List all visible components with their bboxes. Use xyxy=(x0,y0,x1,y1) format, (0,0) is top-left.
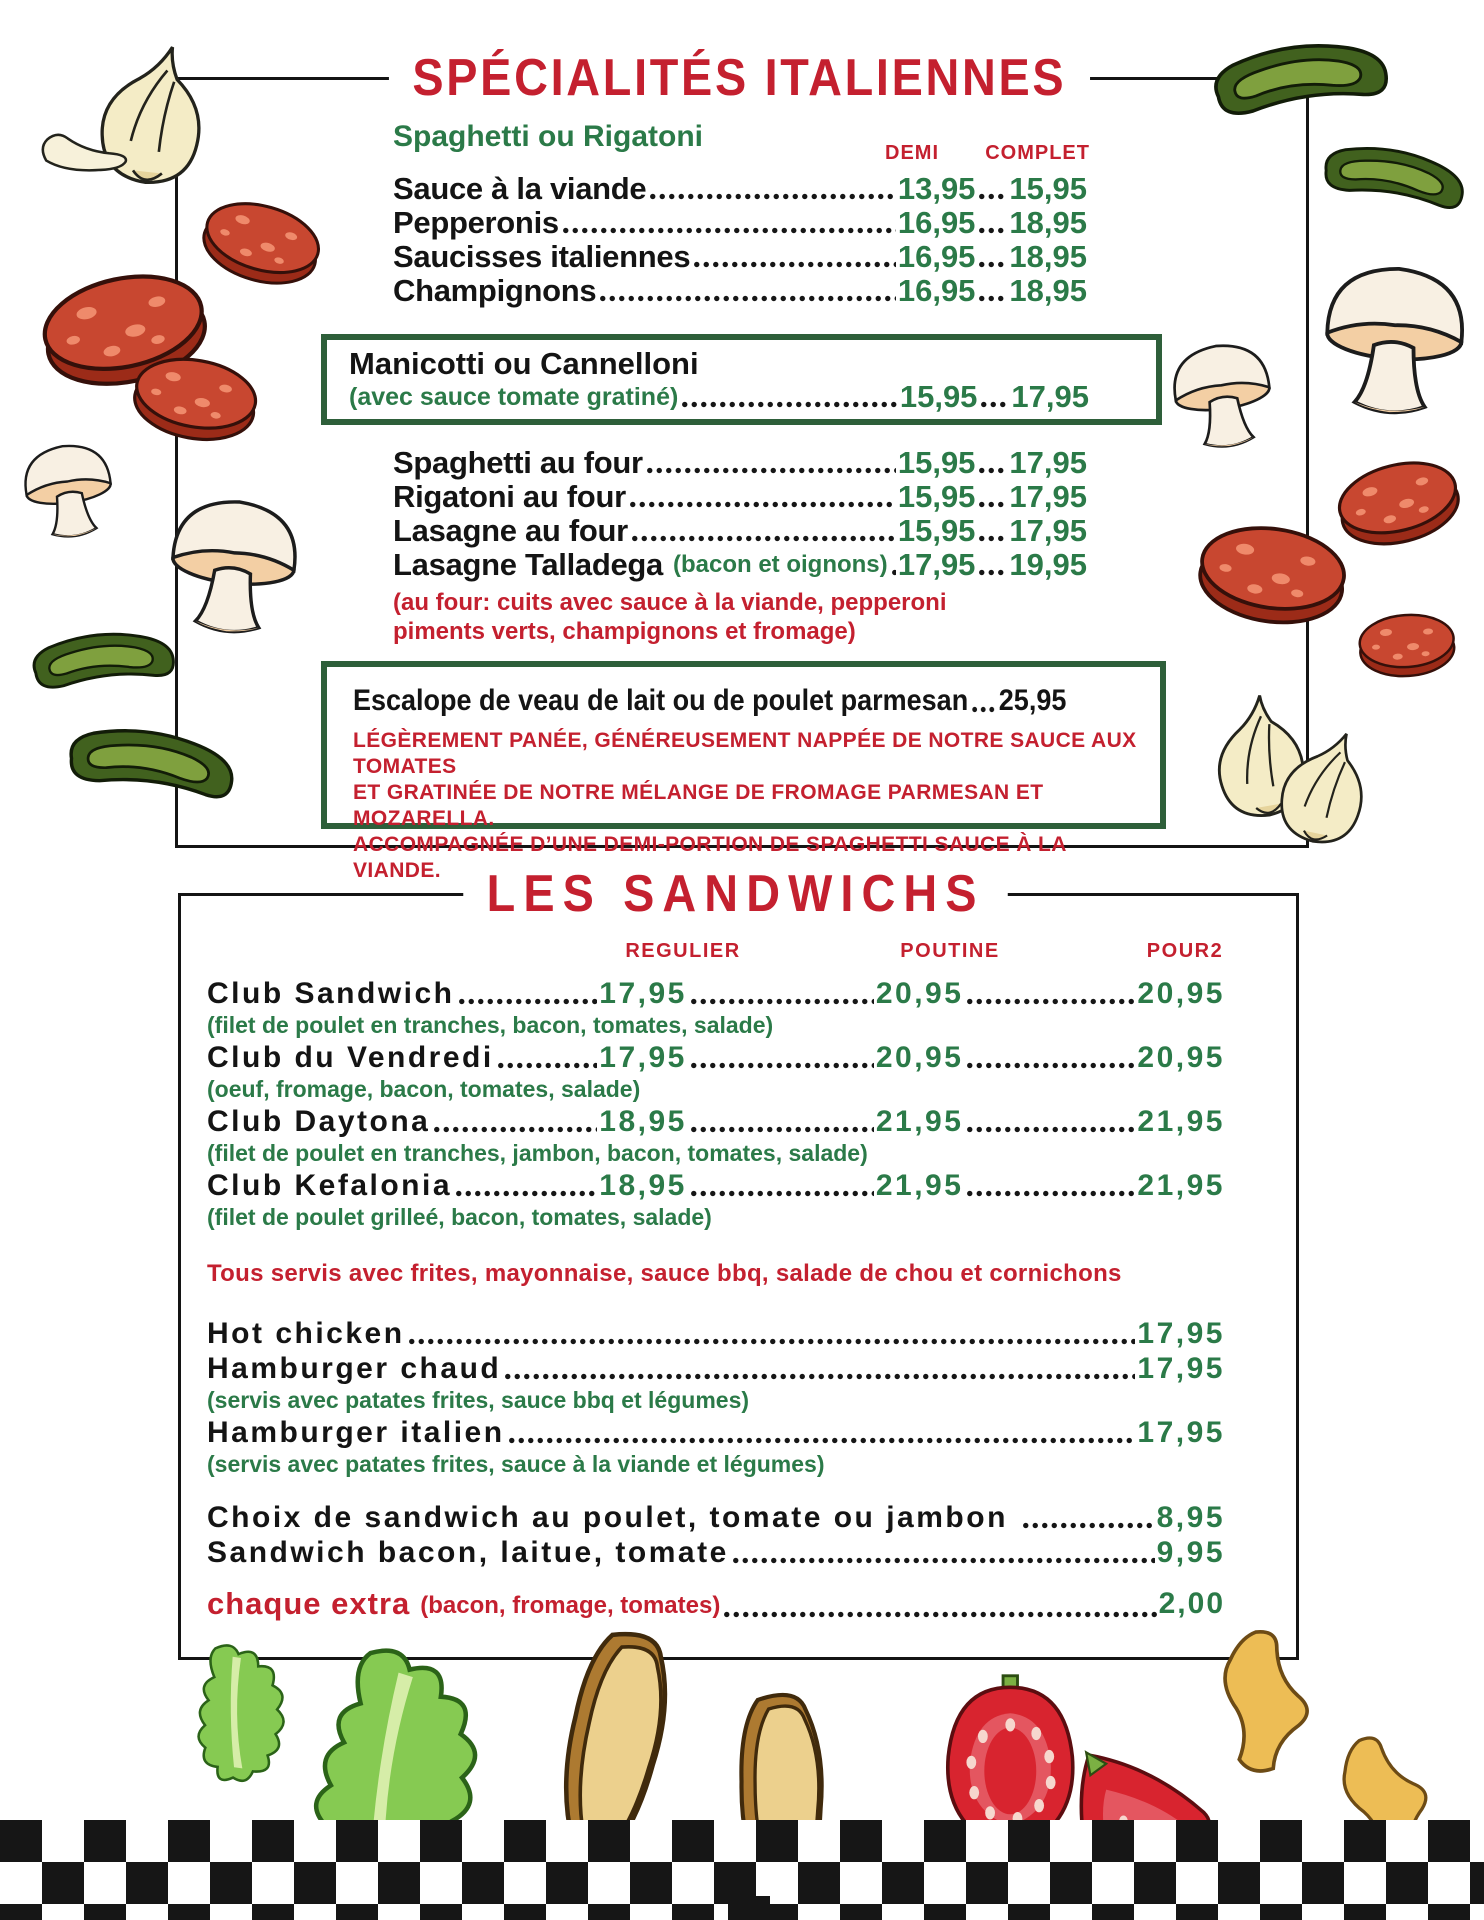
item-price-complet: 17,95 xyxy=(1011,379,1089,414)
item-name: Rigatoni au four xyxy=(393,479,626,514)
item-price-complet: 18,95 xyxy=(1009,205,1087,240)
dotted-leader xyxy=(496,1061,598,1070)
item-price-pour2: 21,95 xyxy=(1137,1105,1225,1138)
item-price-complet: 15,95 xyxy=(1009,171,1087,206)
item-price-complet: 17,95 xyxy=(1009,445,1087,480)
club-served-with-note: Tous servis avec frites, mayonnaise, sauce bbq, salade de chou et cornichons xyxy=(207,1260,1122,1287)
item-price: 17,95 xyxy=(1137,1352,1225,1385)
club-sandwich-list xyxy=(207,976,1225,1232)
item-name: Pepperonis xyxy=(393,205,559,240)
mushroom-icon xyxy=(1154,330,1291,464)
pepperoni-slice-icon xyxy=(1346,606,1469,686)
item-description: (filet de poulet en tranches, jambon, bacon, tomates, salade) xyxy=(207,1140,868,1166)
item-name: Choix de sandwich au poulet, tomate ou jambon xyxy=(207,1501,1019,1534)
simple-sandwich-list xyxy=(207,1500,1225,1570)
extra-label: chaque extra xyxy=(207,1586,411,1621)
menu-item-row xyxy=(207,976,1225,1011)
item-price-regulier: 17,95 xyxy=(599,977,687,1010)
item-price: 8,95 xyxy=(1156,1501,1225,1534)
dotted-leader xyxy=(454,1189,597,1198)
section-title: LES SANDWICHS xyxy=(463,864,1008,924)
menu-item-row xyxy=(393,172,1087,206)
item-price-demi: 15,95 xyxy=(899,379,978,414)
dotted-leader xyxy=(722,1610,1156,1619)
green-pepper-ring-icon xyxy=(1311,130,1473,232)
hot-items-list xyxy=(207,1316,1225,1479)
item-price-demi: 13,95 xyxy=(897,171,976,206)
dotted-leader xyxy=(977,534,1007,543)
item-name: Sauce à la viande xyxy=(393,171,647,206)
dotted-leader xyxy=(689,1125,874,1134)
note-line: (au four: cuits avec sauce à la viande, pepperoni xyxy=(393,589,947,616)
item-description: (filet de poulet en tranches, bacon, tomates, salade) xyxy=(207,1012,774,1038)
description-line: ACCOMPAGNÉE D’UNE DEMI-PORTION DE SPAGHETTI SAUCE À LA VIANDE. xyxy=(353,833,1067,882)
menu-item-row xyxy=(207,1316,1225,1351)
dotted-leader xyxy=(689,1061,874,1070)
item-name: Sandwich bacon, laitue, tomate xyxy=(207,1536,729,1569)
item-note: (avec sauce tomate gratiné) xyxy=(349,383,679,411)
item-name: Champignons xyxy=(393,273,597,308)
item-price-complet: 18,95 xyxy=(1009,239,1087,274)
green-pepper-ring-icon xyxy=(56,713,243,823)
pasta-items-list xyxy=(393,172,1087,308)
item-name: Saucisses italiennes xyxy=(393,239,691,274)
menu-item-row xyxy=(207,1351,1225,1386)
garlic-bulb-icon xyxy=(1249,714,1400,862)
item-price-demi: 16,95 xyxy=(897,273,976,308)
dotted-leader xyxy=(648,192,895,201)
pasta-type-subtitle: Spaghetti ou Rigatoni xyxy=(393,120,703,153)
item-name: Hot chicken xyxy=(207,1317,405,1350)
item-price-demi: 16,95 xyxy=(897,239,976,274)
item-price-regulier: 18,95 xyxy=(599,1105,687,1138)
item-description: (filet de poulet grilleé, bacon, tomates, salade) xyxy=(207,1204,712,1230)
item-price-poutine: 21,95 xyxy=(875,1105,964,1138)
item-name: Hamburger chaud xyxy=(207,1352,502,1385)
menu-item-row xyxy=(207,1104,1225,1139)
menu-item-row xyxy=(393,480,1087,514)
column-header-regulier: REGULIER xyxy=(625,940,741,962)
dotted-leader xyxy=(977,294,1007,303)
item-price-demi: 17,95 xyxy=(897,547,976,582)
item-price-demi: 15,95 xyxy=(897,479,976,514)
menu-item-row xyxy=(393,446,1087,480)
dotted-leader xyxy=(630,534,896,543)
escalope-highlight-box xyxy=(321,661,1166,882)
baked-items-note xyxy=(393,588,947,646)
extra-charge-row xyxy=(207,1584,1225,1624)
checkerboard-offset-square xyxy=(728,1896,770,1920)
manicotti-highlight-box xyxy=(321,334,1162,425)
dotted-leader xyxy=(432,1125,597,1134)
dotted-leader xyxy=(977,192,1007,201)
menu-item-row xyxy=(207,1040,1225,1075)
item-name: Club Kefalonia xyxy=(207,1169,453,1202)
dotted-leader xyxy=(977,260,1007,269)
dotted-leader xyxy=(977,568,1007,577)
green-pepper-ring-icon xyxy=(1199,21,1399,148)
page-title: SPÉCIALITÉS ITALIENNES xyxy=(389,48,1090,108)
dotted-leader xyxy=(731,1556,1155,1565)
item-price: 17,95 xyxy=(1137,1317,1225,1350)
dotted-leader xyxy=(977,226,1007,235)
item-description: (servis avec patates frites, sauce à la viande et légumes) xyxy=(207,1451,825,1477)
item-name: Club du Vendredi xyxy=(207,1041,494,1074)
menu-item-row xyxy=(393,240,1087,274)
dotted-leader xyxy=(628,500,896,509)
item-note: (bacon et oignons) xyxy=(672,551,888,578)
extra-note: (bacon, fromage, tomates) xyxy=(420,1592,721,1619)
dotted-leader xyxy=(689,1189,874,1198)
item-price: 17,95 xyxy=(1137,1416,1225,1449)
item-price-complet: 17,95 xyxy=(1009,513,1087,548)
item-price-pour2: 21,95 xyxy=(1137,1169,1225,1202)
item-price-poutine: 21,95 xyxy=(875,1169,964,1202)
dotted-leader xyxy=(457,997,598,1006)
dotted-leader xyxy=(689,997,874,1006)
pepperoni-slice-icon xyxy=(1189,508,1356,644)
menu-item-row xyxy=(353,683,1066,719)
dotted-leader xyxy=(407,1337,1136,1346)
item-price-pour2: 20,95 xyxy=(1137,1041,1225,1074)
item-description: (oeuf, fromage, bacon, tomates, salade) xyxy=(207,1076,641,1102)
item-price-regulier: 17,95 xyxy=(599,1041,687,1074)
dotted-leader xyxy=(1021,1521,1155,1530)
item-price-demi: 15,95 xyxy=(897,513,976,548)
dotted-leader xyxy=(598,294,895,303)
item-price-poutine: 20,95 xyxy=(875,1041,964,1074)
item-name: Club Sandwich xyxy=(207,977,455,1010)
item-description: (servis avec patates frites, sauce bbq et légumes) xyxy=(207,1387,750,1413)
dotted-leader xyxy=(977,466,1007,475)
dotted-leader xyxy=(977,500,1007,509)
item-price-complet: 19,95 xyxy=(1009,547,1087,582)
dotted-leader xyxy=(507,1436,1136,1445)
dotted-leader xyxy=(561,226,896,235)
dotted-leader xyxy=(503,1372,1135,1381)
menu-item-row xyxy=(207,1168,1225,1203)
dotted-leader xyxy=(965,1061,1135,1070)
mushroom-icon xyxy=(9,431,129,553)
lettuce-leaf-icon xyxy=(180,1629,309,1804)
item-price-demi: 16,95 xyxy=(897,205,976,240)
item-price-regulier: 18,95 xyxy=(599,1169,687,1202)
menu-item-row xyxy=(393,206,1087,240)
menu-item-row xyxy=(207,1415,1225,1450)
column-header-complet: COMPLET xyxy=(985,142,1090,164)
menu-item-row xyxy=(393,548,1087,582)
item-name: Lasagne au four xyxy=(393,513,628,548)
description-line: ET GRATINÉE DE NOTRE MÉLANGE DE FROMAGE PARMESAN ET MOZARELLA. xyxy=(353,781,1044,830)
item-price: 25,95 xyxy=(998,684,1067,717)
item-name: Lasagne Talladega xyxy=(393,547,663,582)
item-name: Spaghetti au four xyxy=(393,445,643,480)
item-price-poutine: 20,95 xyxy=(875,977,964,1010)
item-price: 9,95 xyxy=(1156,1536,1225,1569)
item-description xyxy=(353,728,1160,884)
menu-item-row xyxy=(207,1500,1225,1535)
item-price-demi: 15,95 xyxy=(897,445,976,480)
price-column-headers xyxy=(885,142,1090,165)
mushroom-icon xyxy=(1302,252,1484,432)
green-pepper-ring-icon xyxy=(21,616,182,714)
dotted-leader xyxy=(965,997,1135,1006)
dotted-leader xyxy=(970,705,997,714)
italian-section-title xyxy=(175,48,1303,108)
menu-item-row xyxy=(393,274,1087,308)
dotted-leader xyxy=(890,568,896,577)
item-name: Escalope de veau de lait ou de poulet parmesan xyxy=(353,684,969,717)
dotted-leader xyxy=(680,400,898,409)
dotted-leader xyxy=(979,400,1009,409)
column-header-poutine: POUTINE xyxy=(900,940,1000,962)
description-line: LÉGÈREMENT PANÉE, GÉNÉREUSEMENT NAPPÉE DE NOTRE SAUCE AUX TOMATES xyxy=(353,729,1137,778)
sandwich-section-title xyxy=(178,864,1293,924)
item-name: Hamburger italien xyxy=(207,1416,505,1449)
extra-price: 2,00 xyxy=(1158,1587,1225,1620)
dotted-leader xyxy=(965,1125,1135,1134)
menu-item-row xyxy=(207,1535,1225,1570)
dotted-leader xyxy=(965,1189,1135,1198)
item-name: Club Daytona xyxy=(207,1105,431,1138)
dotted-leader xyxy=(645,466,896,475)
column-header-pour2: POUR2 xyxy=(1146,940,1224,962)
item-price-complet: 18,95 xyxy=(1009,273,1087,308)
menu-item-row xyxy=(349,379,1089,414)
item-name: Manicotti ou Cannelloni xyxy=(349,346,699,381)
menu-item-row xyxy=(393,514,1087,548)
item-price-complet: 17,95 xyxy=(1009,479,1087,514)
dotted-leader xyxy=(692,260,896,269)
column-header-demi: DEMI xyxy=(885,142,939,164)
baked-items-list xyxy=(393,446,1087,582)
item-price-pour2: 20,95 xyxy=(1137,977,1225,1010)
note-line: piments verts, champignons et fromage) xyxy=(393,618,856,645)
